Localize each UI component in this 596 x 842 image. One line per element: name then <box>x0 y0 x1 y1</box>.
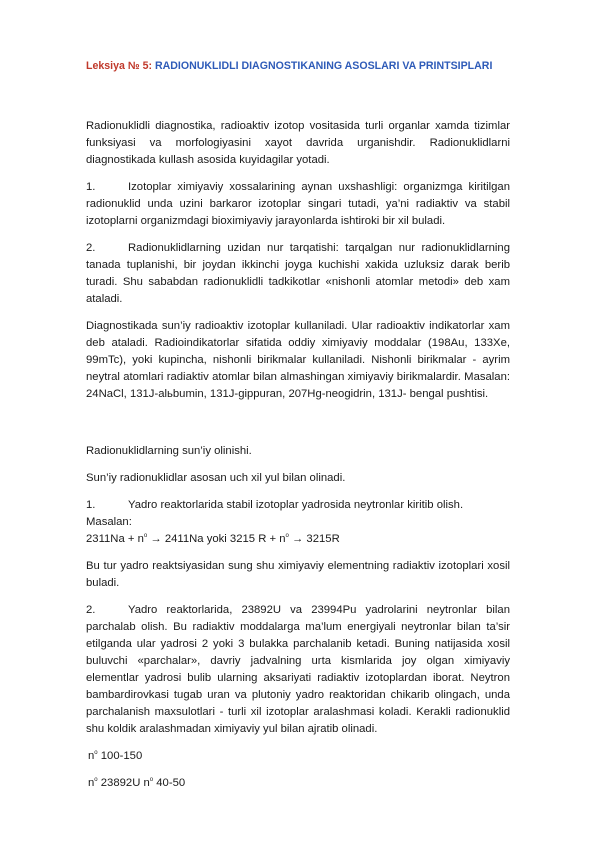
formula-2-n: n <box>88 777 95 789</box>
list-item-1-number: 1. <box>86 181 96 193</box>
formula-line-2 <box>86 775 510 792</box>
neutron-superscript: o <box>285 533 289 540</box>
formula-1-value: 100-150 <box>97 750 143 762</box>
method-item-1-text: Yadro reaktorlarida stabil izotoplar yadrosida neytronlar kiritib olish. Masalan: <box>86 499 464 528</box>
reaction-formula-part-a: 2311Na + n <box>86 533 144 545</box>
neutron-superscript: o <box>94 777 98 784</box>
section-spacer <box>86 413 510 443</box>
method-item-1 <box>86 497 510 548</box>
reaction-formula-part-c: → 3215R <box>288 533 340 545</box>
section-heading: Radionuklidlarning sun’iy olinishi. <box>86 445 252 457</box>
list-item-1-text: Izotoplar ximiyaviy xossalarining aynan uxshashligi: organizmga kiritilgan radionuklid unda uzini barkaror izotoplar singari tutadi, ya’ni radiaktiv va stabil izotoplarni organizmdagi bioximiyaviy jarayonlarda ishtiroki bir xil buladi. <box>86 181 510 227</box>
neutron-superscript: o <box>149 777 154 784</box>
formula-2-uranium: 23892U n <box>97 777 150 789</box>
reaction-note-paragraph: Bu tur yadro reaktsiyasidan sung shu ximiyaviy elementning radiaktiv izotoplari xosil buladi. <box>86 560 510 589</box>
list-item-2 <box>86 240 510 308</box>
method-item-2 <box>86 602 510 738</box>
neutron-superscript: o <box>94 750 98 757</box>
intro-paragraph: Radionuklidli diagnostika, radioaktiv izotop vositasida turli organlar xamda tizimlar funksiyasi va morfologiyasini xayot davrida urganishdir. Radionuklidlarni diagnostikada kullash asosida kuyidagilar yotadi. <box>86 120 510 166</box>
lecture-title <box>86 60 526 72</box>
document-body <box>86 118 510 802</box>
method-item-2-text: Yadro reaktorlarida, 23892U va 23994Pu yadrolarini neytronlar bilan parchalab olish. Bu radiaktiv moddalarga ma’lum energiyali neytronlar bilan ta’sir etilganda ular yadrosi 2 yoki 3 bulakka parchalanib ketadi. Buning natijasida xosil buluvchi «parchalar», davriy jadvalning urta kismlarida joy olgan ximiyaviy elementlar yadrosi bulib ularning aksariyati radiaktiv izotoplardan iborat. Neytron bambardirovkasi tugab uran va plutoniy yadro reaktoridan chikarib olingach, unda parchalanish maxsulotlari - turli xil izotoplar aralashmasi koladi. Kerakli radionuklid shu koldik aralashmadan ximiyaviy yul bilan ajratib olinadi. <box>86 604 510 735</box>
formula-2-value: 40-50 <box>153 777 186 789</box>
lecture-title-text: RADIONUKLIDLI DIAGNOSTIKANING ASOSLARI VA PRINTSIPLARI <box>154 60 493 72</box>
formula-line-1 <box>86 748 510 765</box>
reaction-formula-part-b: → 2411Na yoki 3215 R + n <box>147 533 286 545</box>
list-item-2-number: 2. <box>86 242 96 254</box>
formula-1-n: n <box>88 750 95 762</box>
list-item-1 <box>86 179 510 230</box>
methods-paragraph: Sun’iy radionuklidlar asosan uch xil yul bilan olinadi. <box>86 472 346 484</box>
method-item-1-number: 1. <box>86 499 96 511</box>
lecture-number: Leksiya № 5: <box>86 60 152 72</box>
neutron-superscript: o <box>143 533 148 540</box>
method-item-2-number: 2. <box>86 604 96 616</box>
list-item-2-text: Radionuklidlarning uzidan nur tarqatishi: tarqalgan nur radionuklidlarning tanada tuplanishi, bir joydan ikkinchi joyga kuchishi xakida uzluksiz darak berib turadi. Shu sababdan radionuklidli tadkikotlar «nishonli atomlar metodi» deb xam ataladi. <box>86 242 510 305</box>
indicators-paragraph: Diagnostikada sun’iy radioaktiv izotoplar kullaniladi. Ular radioaktiv indikatorlar xam deb ataladi. Radioindikatorlar sifatida oddiy ximiyaviy moddalar (198Au, 133Xe, 99mTc), yoki kupincha, nishonli birikmalar kullaniladi. Nishonli birikmalar - ayrim neytral atomlari radiaktiv atomlar bilan almashingan ximiyaviy birikmalardir. Masalan: 24NaCl, 131J-alьbumin, 131J-gippuran, 207Hg-neogidrin, 131J- bengal pushtisi. <box>86 320 510 400</box>
